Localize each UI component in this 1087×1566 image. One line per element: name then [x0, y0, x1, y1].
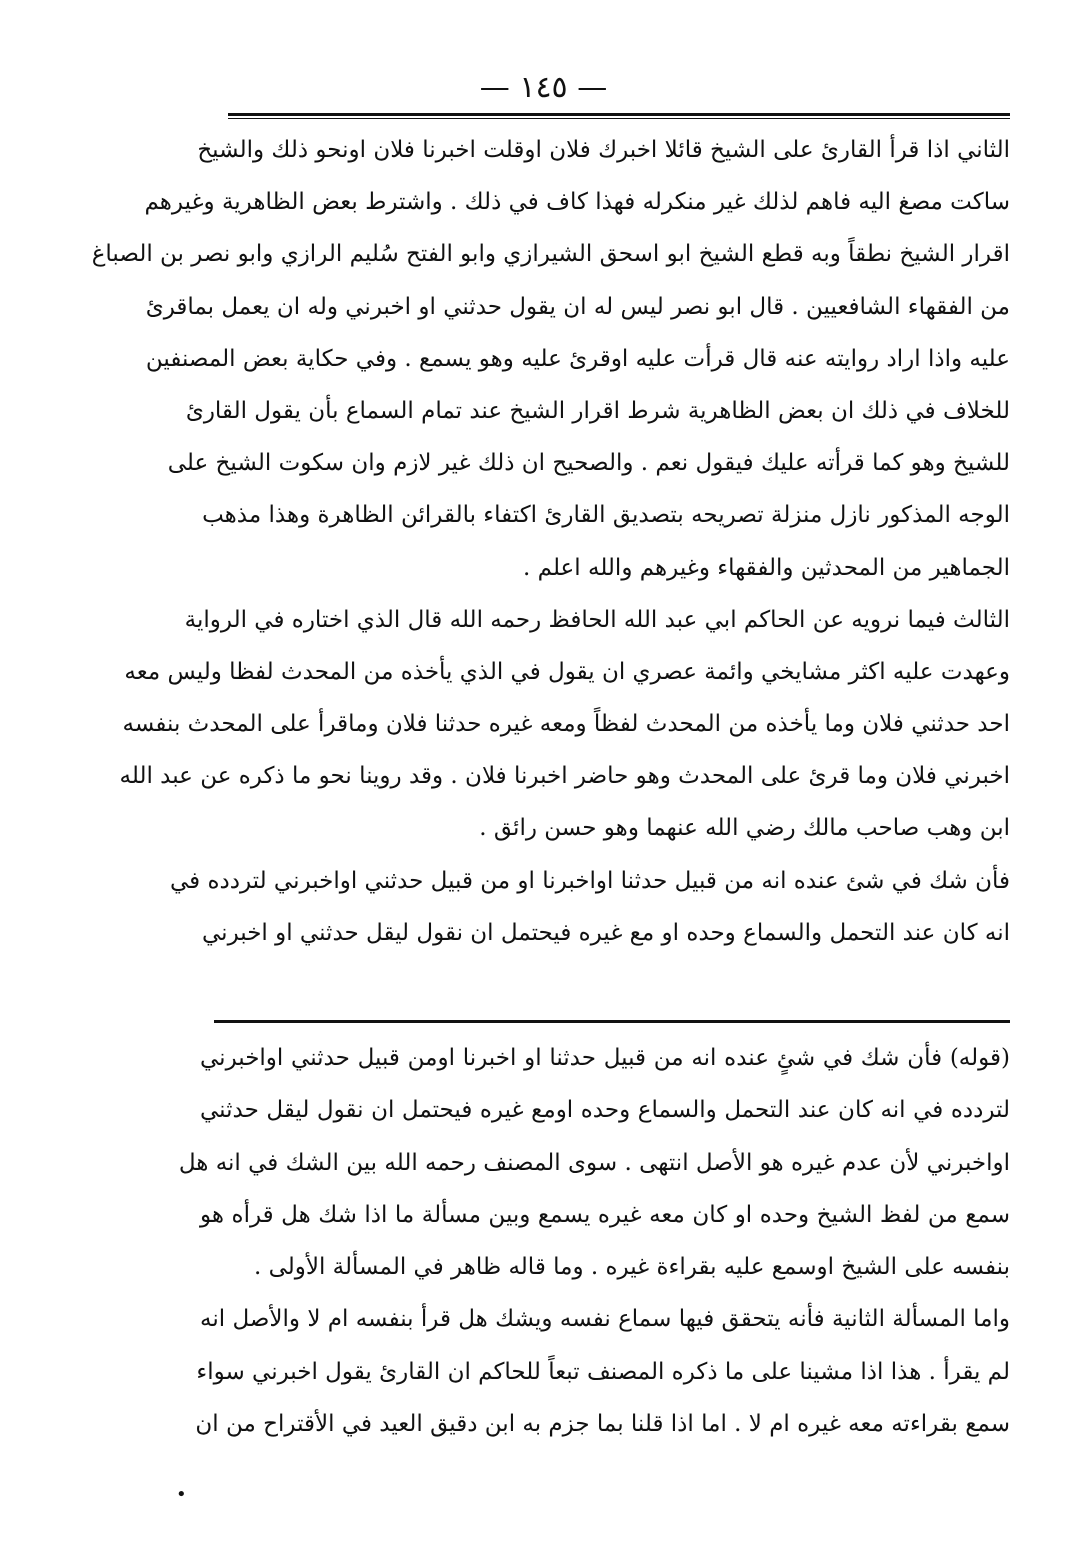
commentary-text-block — [178, 1032, 1010, 1450]
commentary-line: لم يقرأ . هذا اذا مشينا على ما ذكره المصنف تبعاً للحاكم ان القارئ يقول اخبرني سواء — [196, 1358, 1010, 1385]
commentary-line: واما المسألة الثانية فأنه يتحقق فيها سماع نفسه ويشك هل قرأ بنفسه ام لا والأصل انه — [200, 1306, 1010, 1333]
main-text-line: من الفقهاء الشافعيين . قال ابو نصر ليس له ان يقول حدثني او اخبرني وله ان يعمل بماقرئ — [145, 293, 1010, 320]
main-text-line: الثاني اذا قرأ القارئ على الشيخ قائلا اخبرك فلان اوقلت اخبرنا فلان اونحو ذلك والشيخ — [197, 137, 1010, 163]
commentary-line: (قوله) فأن شك في شئٍ عنده انه من قبيل حدثنا او اخبرنا اومن قبيل حدثني اواخبرني — [200, 1045, 1010, 1071]
main-text-line: الجماهير من المحدثين والفقهاء وغيرهم والله اعلم . — [523, 554, 1010, 581]
main-text-line: ساكت مصغ اليه فاهم لذلك غير منكرله فهذا كاف في ذلك . واشترط بعض الظاهرية وغيرهم — [144, 189, 1010, 216]
commentary-line: اواخبرني لأن عدم غيره هو الأصل انتهى . سوى المصنف رحمه الله بين الشك في انه هل — [178, 1149, 1010, 1176]
header-double-rule — [228, 113, 1010, 119]
commentary-line: لتردده في انه كان عند التحمل والسماع وحده اومع غيره فيحتمل ان نقول ليقل حدثني — [200, 1097, 1010, 1124]
main-text-line: عليه واذا اراد روايته عنه قال قرأت عليه اوقرئ عليه وهو يسمع . وفي حكاية بعض المصنفين — [145, 345, 1010, 372]
commentary-line: سمع من لفظ الشيخ وحده او كان معه غيره يسمع وبين مسألة ما اذا شك هل قرأه هو — [200, 1201, 1010, 1228]
main-text-line: فأن شك في شئ عنده انه من قبيل حدثنا اواخبرنا او من قبيل حدثني اواخبرني لتردده في — [169, 867, 1010, 894]
main-text-line: وعهدت عليه اكثر مشايخي وائمة عصري ان يقول في الذي يأخذه من المحدث لفظا وليس معه — [124, 658, 1010, 685]
main-text-line: للشيخ وهو كما قرأته عليك فيقول نعم . والصحيح ان ذلك غير لازم وان سكوت الشيخ على — [167, 450, 1010, 477]
main-text-line: ابن وهب صاحب مالك رضي الله عنهما وهو حسن رائق . — [479, 815, 1010, 842]
main-text-line: انه كان عند التحمل والسماع وحده او مع غيره فيحتمل ان نقول ليقل حدثني او اخبرني — [202, 919, 1010, 946]
page-number: — ١٤٥ — — [479, 70, 608, 105]
commentary-line: سمع بقراءته معه غيره ام لا . اما اذا قلنا بما جزم به ابن دقيق العيد في الأقتراح من ان — [195, 1411, 1010, 1438]
main-text-line: للخلاف في ذلك ان بعض الظاهرية شرط اقرار الشيخ عند تمام السماع بأن يقول القارئ — [185, 397, 1010, 424]
commentary-separator-rule — [214, 1020, 1010, 1023]
main-text-line: اخبرني فلان وما قرئ على المحدث وهو حاضر اخبرنا فلان . وقد روينا نحو ما ذكره عن عبد الله — [119, 763, 1010, 790]
commentary-line: بنفسه على الشيخ اوسمع عليه بقراءة غيره . وما قاله ظاهر في المسألة الأولى . — [253, 1254, 1010, 1281]
main-text-line: احد حدثني فلان وما يأخذه من المحدث لفظاً ومعه غيره حدثنا فلان وماقرأ على المحدث بنفسه — [122, 711, 1010, 738]
margin-bullet-mark: • — [176, 1484, 187, 1505]
main-text-line: الثالث فيما نرويه عن الحاكم ابي عبد الله الحافظ رحمه الله قال الذي اختاره في الرواية — [184, 606, 1010, 633]
main-text-line: اقرار الشيخ نطقاً وبه قطع الشيخ ابو اسحق الشيرازي وابو الفتح سُليم الرازي وابو نصر بن الصباغ — [91, 241, 1010, 268]
main-text-line: الوجه المذكور نازل منزلة تصريحه بتصديق القارئ اكتفاء بالقرائن الظاهرة وهذا مذهب — [202, 502, 1010, 529]
main-text-block — [91, 124, 1010, 959]
